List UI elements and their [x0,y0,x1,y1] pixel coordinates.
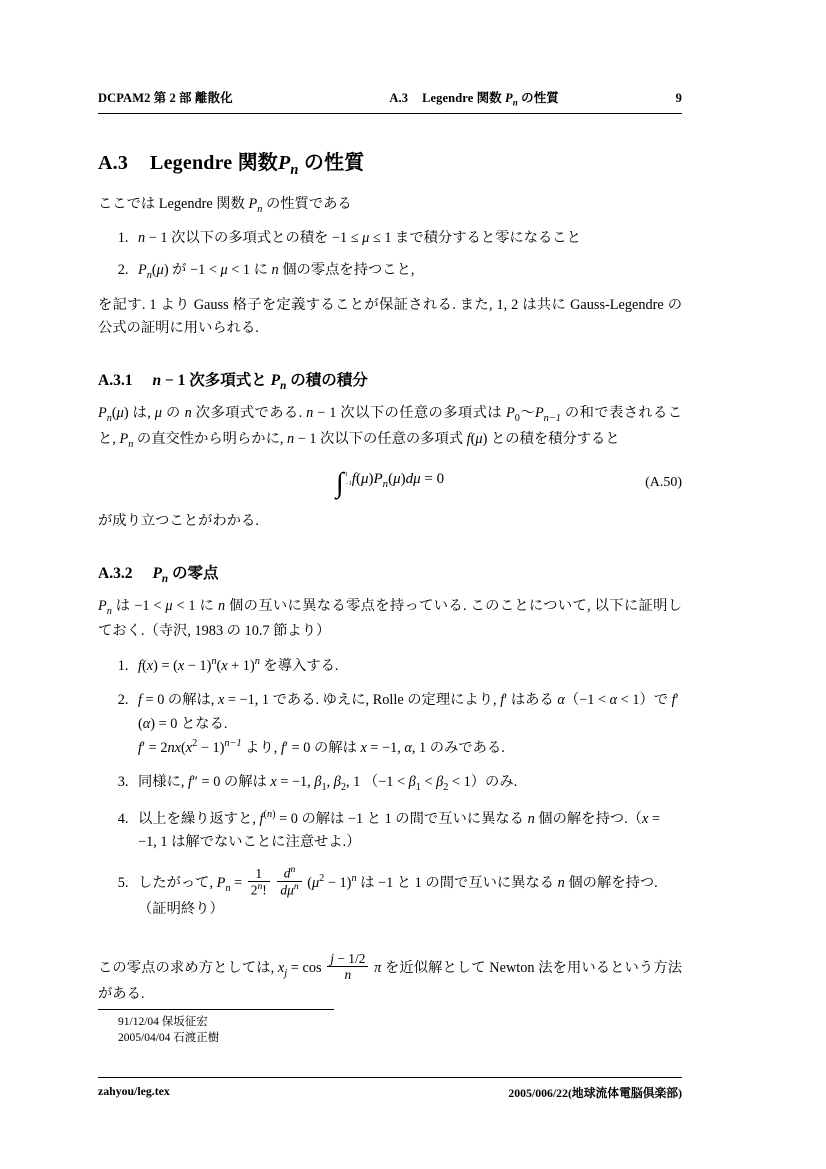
section-number: A.3 [98,151,129,174]
section-title-b: の性質 [303,151,365,174]
list-item: 2. $P_n(\mu)$ が −1 < μ < 1 に n 個の零点を持つこと, [132,259,682,285]
footnote-block [118,1014,219,1047]
subsection-2-number: A.3.2 [98,564,133,582]
intro-lead [98,193,682,219]
footnote-item: 91/12/04 保坂征宏 [118,1016,208,1028]
running-head-title-var: P [505,91,513,105]
running-head-section-number: A.3 [389,91,409,105]
equation-A50-body: ∫ 1 −1 $f(\mu)P_n(\mu)d\mu = 0$ [335,467,445,499]
list-item: 1. $f(x) = (x - 1)^n(x + 1)^n$ を導入する. [132,654,682,678]
subsection-2-var: P [152,564,162,582]
list-item: 5. したがって, $P_n$ = $\frac{1}{2^n!}$ $\frac{d^n}{d\mu^n}$ $(\mu^2 - 1)^n$ は −1 と 1 の間で互いに異なる n 個の解を持つ.（証明終り） [132,865,682,921]
subsection-2-closing: この零点の求め方としては, $x_j = \cos$ $\frac{j - 1/2}{n}$ π を近似解として Newton 法を用いるという方法がある. [98,950,683,1002]
page-number: 9 [675,91,682,105]
subsection-2-para-1: $P_n$ は −1 < μ < 1 に n 個の互いに異なる零点を持っている. このことについて, 以下に証明しておく.（寺沢, 1983 の 10.7 節より） [98,597,683,640]
intro-lead-var-sub: n [257,203,263,215]
list-item: 1. n − 1 次以下の多項式との積を −1 ≤ μ ≤ 1 まで積分すると零になること [132,227,682,250]
footer-rule [98,1077,682,1078]
running-head-title-a: Legendre 関数 [422,91,502,105]
intro-list [98,227,682,285]
subsection-1-para-1: $P_n(\mu)$ は, μ の n 次多項式である. n − 1 次以下の任意の多項式は $P_0$〜$P_{n-1}$ の和で表されること, $P_n$ の直交性から明らかに, n − 1 次以下の任意の多項式 f(μ) との積を積分すると [98,405,683,450]
running-head-title-var-sub: n [512,97,518,108]
footer-left: zahyou/leg.tex [98,1084,170,1098]
subsection-1-number: A.3.1 [98,372,133,390]
intro-lead-b: の性質である [265,195,352,212]
section-title-a: Legendre 関数 [150,151,278,174]
equation-A50 [98,467,682,499]
running-head-title-b: の性質 [521,91,559,105]
section-title-var-sub: n [290,161,299,178]
intro-lead-a: ここでは Legendre 関数 [98,195,245,212]
footnote-rule [98,1009,334,1010]
intro-closing: を記す. 1 より Gauss 格子を定義することが保証される. また, 1, 2 は共に Gauss-Legendre の公式の証明に用いられる. [98,296,682,336]
section-title-var: P [277,151,291,174]
page-footer [98,1084,682,1101]
list-item: 4. 以上を繰り返すと, $f^{(n)} = 0$ の解は −1 と 1 の間で互いに異なる n 個の解を持つ.（x = −1, 1 は解でないことに注意せよ.） [132,807,682,854]
page-content [98,88,682,1014]
section-heading [98,146,682,179]
intro-lead-var: P [248,195,258,212]
list-item: 2. f = 0 の解は, x = −1, 1 である. ゆえに, Rolle の定理により, f′ はある α（−1 < α < 1）で f′(α) = 0 となる. $f' = 2nx(x^2 - 1)^{n-1}$ より, f′ = 0 の解は x = −1, α, 1 のみである. [132,689,682,759]
subsection-2-heading [98,561,682,585]
proof-list [98,654,682,920]
running-head [98,88,682,114]
running-head-left: DCPAM2 第 2 部 離散化 [98,91,233,105]
equation-A50-tag: (A.50) [645,475,682,491]
running-head-center [233,88,676,108]
subsection-2-title-b: の零点 [172,564,219,582]
subsection-2-var-sub: n [161,572,169,585]
subsection-1-heading: A.3.1 n − 1 次多項式と $P_n$ の積の積分 [98,372,368,393]
subsection-1-para-2: が成り立つことがわかる. [98,512,259,529]
footnote-item: 2005/04/04 石渡正樹 [118,1032,220,1045]
footer-right: 2005/006/22(地球流体電脳倶楽部) [508,1086,682,1100]
list-item: 3. 同様に, f″ = 0 の解は x = −1, $\beta_1$, $\beta_2$, 1 $(-1 < \beta_1 < \beta_2 < 1)$のみ. [132,771,682,797]
